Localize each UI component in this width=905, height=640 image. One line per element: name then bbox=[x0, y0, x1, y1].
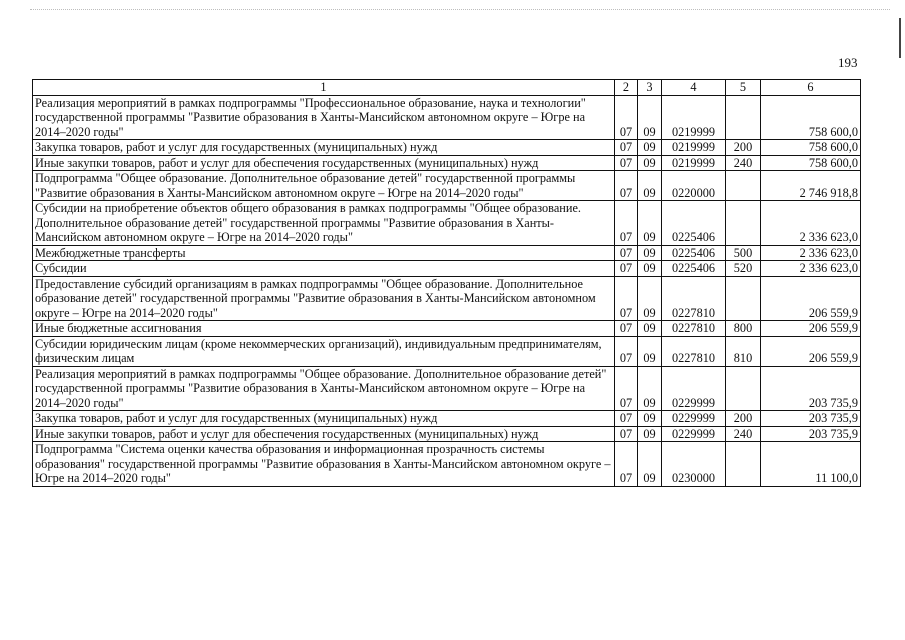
row-target-article-code: 0230000 bbox=[662, 442, 726, 487]
row-expense-type-code: 240 bbox=[726, 426, 761, 442]
table-header-row bbox=[33, 80, 861, 96]
row-target-article-code: 0227810 bbox=[662, 321, 726, 337]
row-name: Межбюджетные трансферты bbox=[33, 245, 615, 261]
table-row bbox=[33, 201, 861, 246]
row-subsection-code: 09 bbox=[638, 140, 662, 156]
row-amount: 2 336 623,0 bbox=[761, 245, 861, 261]
table-row bbox=[33, 171, 861, 201]
table-row bbox=[33, 426, 861, 442]
table-row bbox=[33, 140, 861, 156]
row-amount: 206 559,9 bbox=[761, 336, 861, 366]
row-section-code: 07 bbox=[615, 95, 638, 140]
row-target-article-code: 0229999 bbox=[662, 411, 726, 427]
row-subsection-code: 09 bbox=[638, 201, 662, 246]
row-name: Субсидии юридическим лицам (кроме некоммерческих организаций), индивидуальным предпринимателям, физическим лицам bbox=[33, 336, 615, 366]
row-target-article-code: 0225406 bbox=[662, 261, 726, 277]
row-name: Закупка товаров, работ и услуг для государственных (муниципальных) нужд bbox=[33, 411, 615, 427]
row-section-code: 07 bbox=[615, 171, 638, 201]
row-name: Иные закупки товаров, работ и услуг для обеспечения государственных (муниципальных) нужд bbox=[33, 426, 615, 442]
row-name: Иные бюджетные ассигнования bbox=[33, 321, 615, 337]
row-amount: 206 559,9 bbox=[761, 276, 861, 321]
row-section-code: 07 bbox=[615, 366, 638, 411]
row-amount: 758 600,0 bbox=[761, 155, 861, 171]
row-subsection-code: 09 bbox=[638, 171, 662, 201]
row-section-code: 07 bbox=[615, 245, 638, 261]
row-expense-type-code bbox=[726, 276, 761, 321]
row-expense-type-code: 520 bbox=[726, 261, 761, 277]
row-section-code: 07 bbox=[615, 442, 638, 487]
row-amount: 206 559,9 bbox=[761, 321, 861, 337]
header-col-2: 2 bbox=[615, 80, 638, 96]
row-amount: 203 735,9 bbox=[761, 411, 861, 427]
row-amount: 203 735,9 bbox=[761, 426, 861, 442]
row-name: Реализация мероприятий в рамках подпрограммы "Общее образование. Дополнительное образование детей" государственной программы "Развитие образования в Ханты-Мансийском автономном округе – Югре на 2014–2020 годы" bbox=[33, 366, 615, 411]
row-target-article-code: 0229999 bbox=[662, 366, 726, 411]
row-expense-type-code: 240 bbox=[726, 155, 761, 171]
row-name: Иные закупки товаров, работ и услуг для обеспечения государственных (муниципальных) нужд bbox=[33, 155, 615, 171]
row-amount: 11 100,0 bbox=[761, 442, 861, 487]
page-number: 193 bbox=[838, 55, 858, 70]
row-expense-type-code bbox=[726, 366, 761, 411]
row-amount: 2 336 623,0 bbox=[761, 201, 861, 246]
row-expense-type-code: 500 bbox=[726, 245, 761, 261]
table-row bbox=[33, 276, 861, 321]
row-section-code: 07 bbox=[615, 155, 638, 171]
header-col-5: 5 bbox=[726, 80, 761, 96]
table-row bbox=[33, 442, 861, 487]
header-col-4: 4 bbox=[662, 80, 726, 96]
row-subsection-code: 09 bbox=[638, 245, 662, 261]
row-subsection-code: 09 bbox=[638, 95, 662, 140]
row-expense-type-code bbox=[726, 95, 761, 140]
row-subsection-code: 09 bbox=[638, 442, 662, 487]
header-col-6: 6 bbox=[761, 80, 861, 96]
row-target-article-code: 0219999 bbox=[662, 95, 726, 140]
row-expense-type-code: 800 bbox=[726, 321, 761, 337]
row-target-article-code: 0220000 bbox=[662, 171, 726, 201]
row-section-code: 07 bbox=[615, 276, 638, 321]
row-target-article-code: 0227810 bbox=[662, 276, 726, 321]
row-name: Субсидии bbox=[33, 261, 615, 277]
row-section-code: 07 bbox=[615, 140, 638, 156]
table-row bbox=[33, 321, 861, 337]
row-subsection-code: 09 bbox=[638, 426, 662, 442]
header-col-1: 1 bbox=[33, 80, 615, 96]
row-section-code: 07 bbox=[615, 201, 638, 246]
row-subsection-code: 09 bbox=[638, 366, 662, 411]
row-subsection-code: 09 bbox=[638, 155, 662, 171]
row-subsection-code: 09 bbox=[638, 276, 662, 321]
row-target-article-code: 0229999 bbox=[662, 426, 726, 442]
row-expense-type-code bbox=[726, 201, 761, 246]
row-subsection-code: 09 bbox=[638, 411, 662, 427]
row-target-article-code: 0225406 bbox=[662, 201, 726, 246]
scan-edge-mark bbox=[899, 18, 901, 58]
table-row bbox=[33, 245, 861, 261]
row-name: Субсидии на приобретение объектов общего образования в рамках подпрограммы "Общее образование. Дополнительное образование детей" государственной программы "Развитие образования в Ханты-Мансийском автономном округе – Югре на 2014–2020 годы" bbox=[33, 201, 615, 246]
table-row bbox=[33, 261, 861, 277]
row-expense-type-code bbox=[726, 442, 761, 487]
row-name: Предоставление субсидий организациям в рамках подпрограммы "Общее образование. Дополнительное образование детей" государственной программы "Развитие образования в Ханты-Мансийском автономном округе – Югре на 2014–2020 годы" bbox=[33, 276, 615, 321]
table-row bbox=[33, 95, 861, 140]
row-name: Закупка товаров, работ и услуг для государственных (муниципальных) нужд bbox=[33, 140, 615, 156]
header-col-3: 3 bbox=[638, 80, 662, 96]
row-subsection-code: 09 bbox=[638, 321, 662, 337]
table-row bbox=[33, 411, 861, 427]
row-amount: 203 735,9 bbox=[761, 366, 861, 411]
row-section-code: 07 bbox=[615, 261, 638, 277]
row-expense-type-code: 200 bbox=[726, 411, 761, 427]
row-subsection-code: 09 bbox=[638, 261, 662, 277]
row-name: Реализация мероприятий в рамках подпрограммы "Профессиональное образование, наука и технологии" государственной программы "Развитие образования в Ханты-Мансийском автономном округе – Югре на 2014–2020 годы" bbox=[33, 95, 615, 140]
row-amount: 758 600,0 bbox=[761, 140, 861, 156]
row-section-code: 07 bbox=[615, 321, 638, 337]
row-expense-type-code: 200 bbox=[726, 140, 761, 156]
scan-dotted-line bbox=[30, 9, 890, 11]
table-row bbox=[33, 336, 861, 366]
row-section-code: 07 bbox=[615, 426, 638, 442]
row-name: Подпрограмма "Общее образование. Дополнительное образование детей" государственной программы "Развитие образования в Ханты-Мансийском автономном округе – Югре на 2014–2020 годы" bbox=[33, 171, 615, 201]
row-target-article-code: 0225406 bbox=[662, 245, 726, 261]
row-expense-type-code bbox=[726, 171, 761, 201]
row-expense-type-code: 810 bbox=[726, 336, 761, 366]
table-row bbox=[33, 366, 861, 411]
row-target-article-code: 0219999 bbox=[662, 140, 726, 156]
row-amount: 2 746 918,8 bbox=[761, 171, 861, 201]
row-section-code: 07 bbox=[615, 411, 638, 427]
row-target-article-code: 0219999 bbox=[662, 155, 726, 171]
row-section-code: 07 bbox=[615, 336, 638, 366]
budget-table bbox=[32, 79, 861, 487]
row-subsection-code: 09 bbox=[638, 336, 662, 366]
row-amount: 2 336 623,0 bbox=[761, 261, 861, 277]
table-row bbox=[33, 155, 861, 171]
row-name: Подпрограмма "Система оценки качества образования и информационная прозрачность системы образования" государственной программы "Развитие образования в Ханты-Мансийском автономном округе – Югре на 2014–2020 годы" bbox=[33, 442, 615, 487]
row-amount: 758 600,0 bbox=[761, 95, 861, 140]
row-target-article-code: 0227810 bbox=[662, 336, 726, 366]
